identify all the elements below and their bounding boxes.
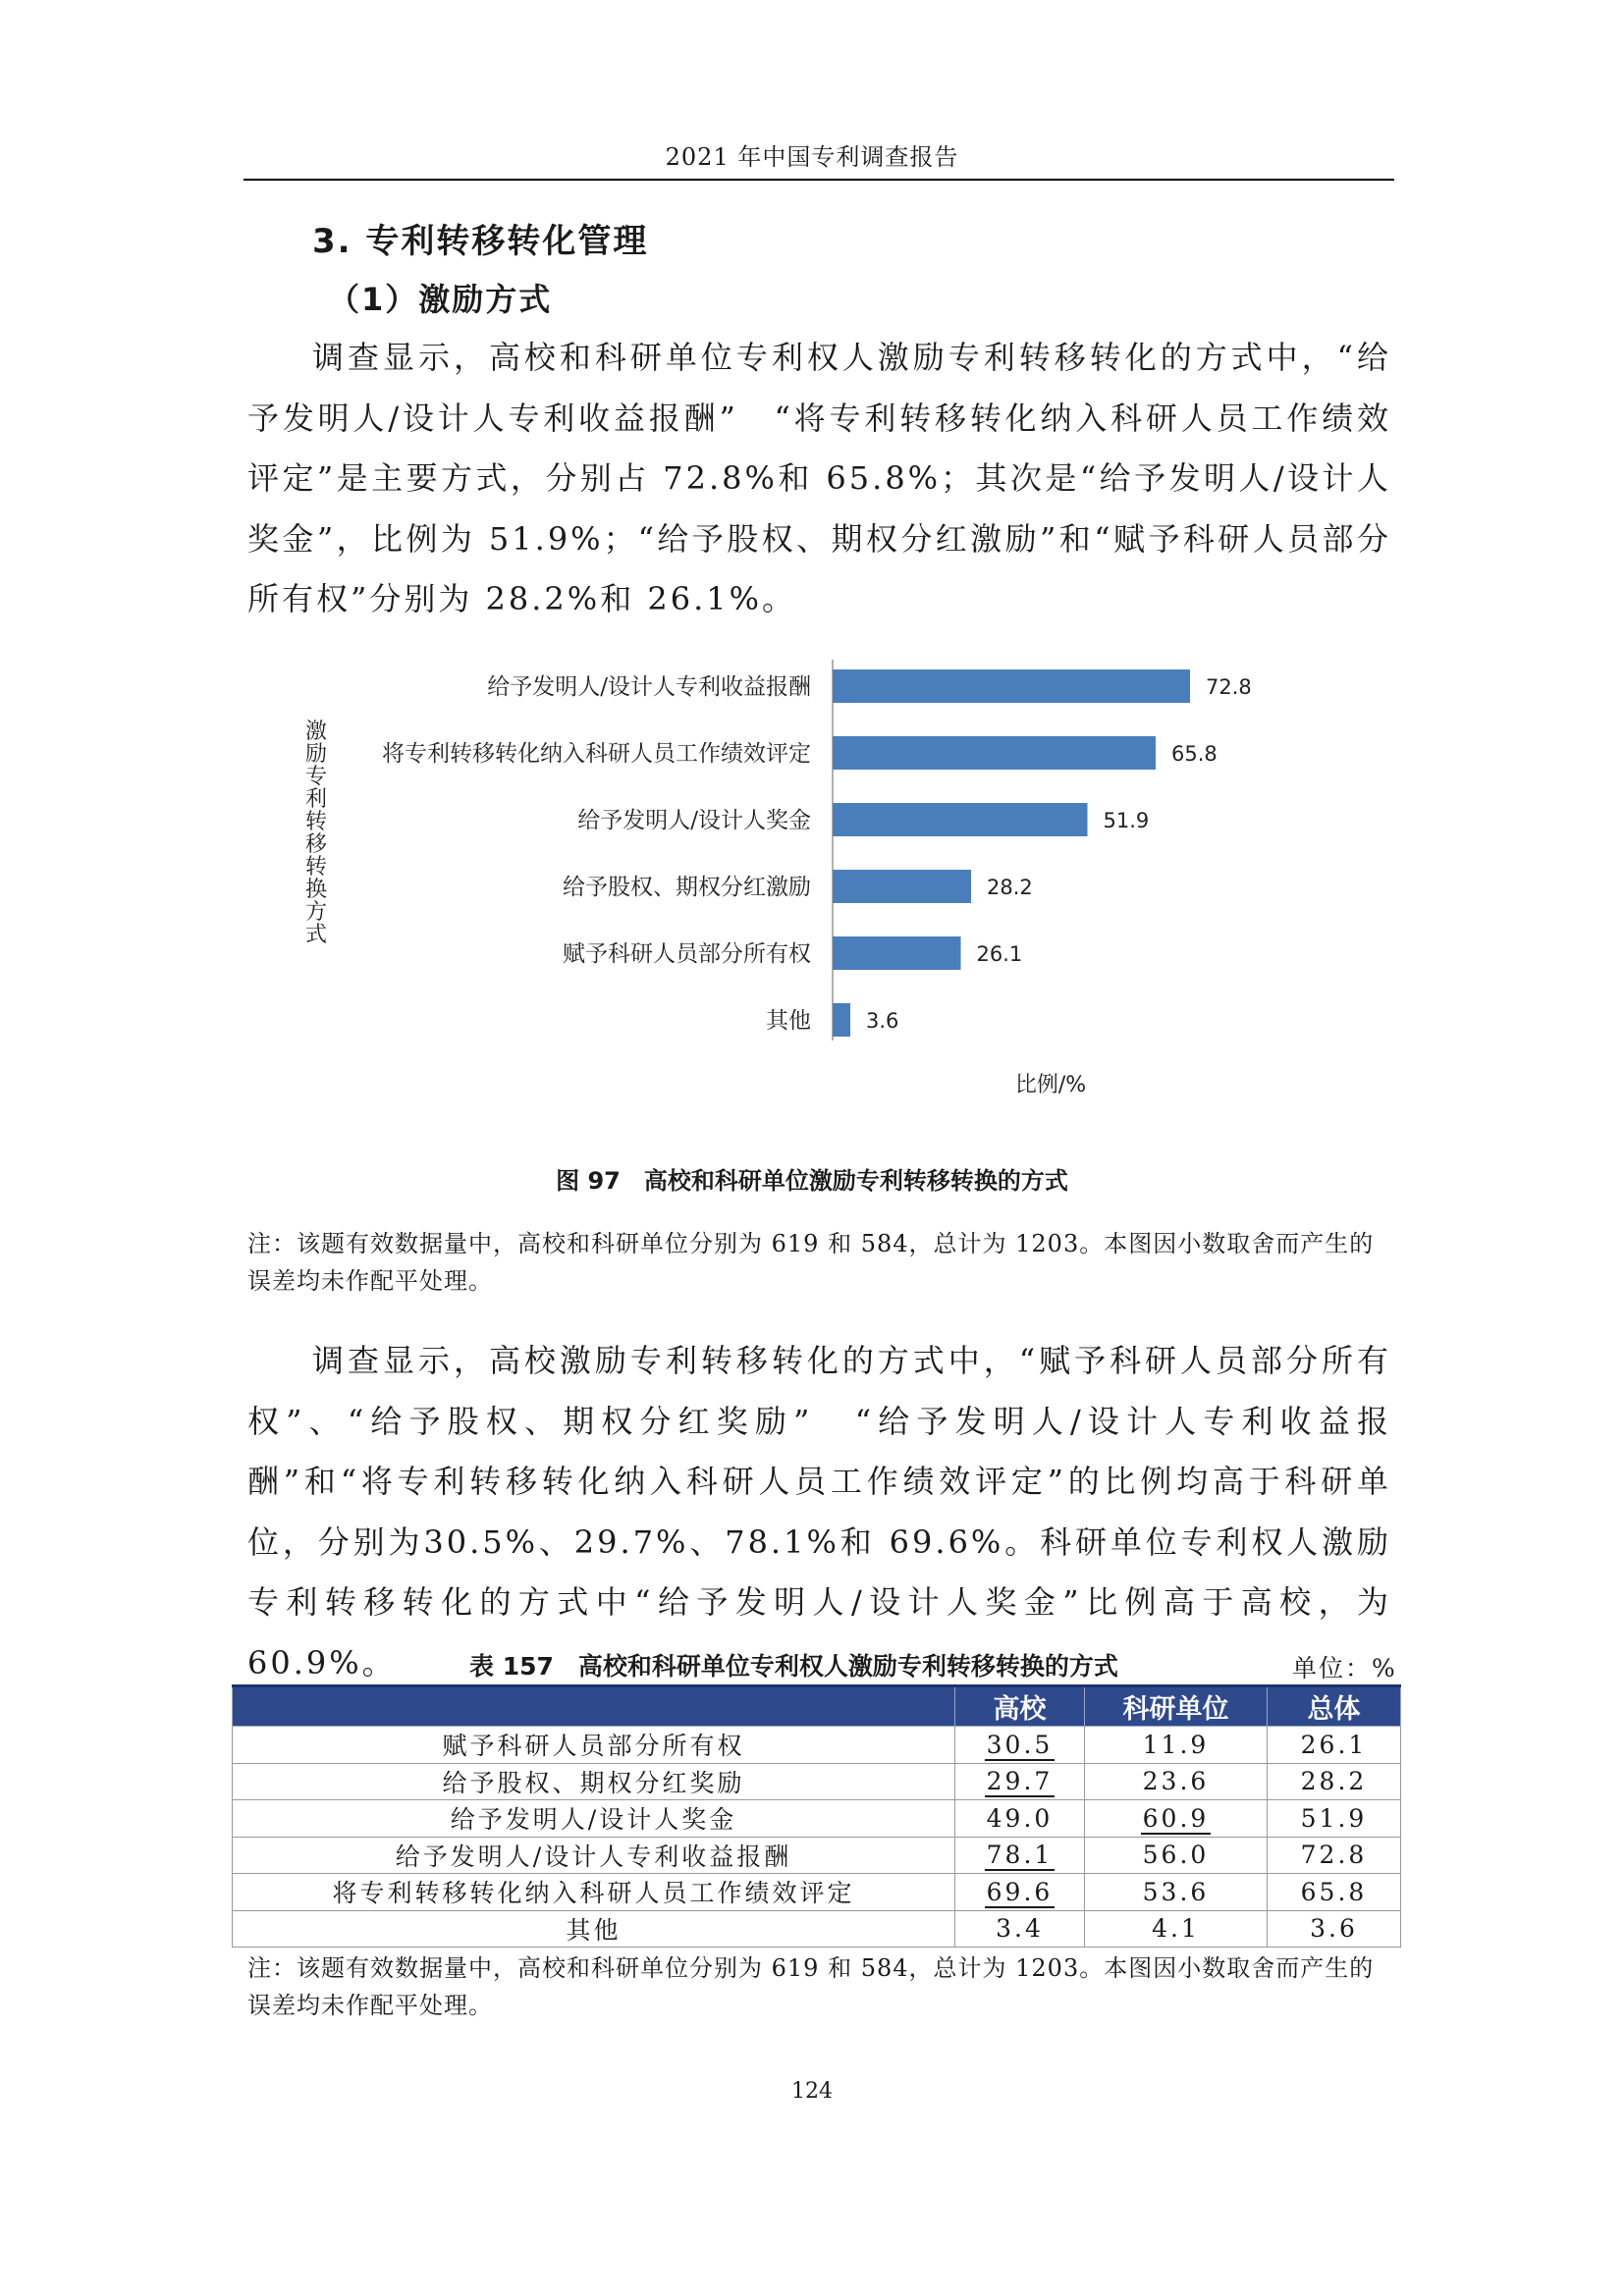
running-header: 2021 年中国专利调查报告 — [665, 143, 959, 171]
value-label: 72.8 — [1206, 675, 1252, 699]
figure-caption: 图 97 高校和科研单位激励专利转移转换的方式 — [556, 1167, 1068, 1195]
bar-chart — [295, 648, 1276, 1109]
table-cell-label: 给予股权、期权分红奖励 — [233, 1763, 955, 1800]
table-row — [233, 1800, 1401, 1838]
table-row — [233, 1837, 1401, 1874]
paragraph-1: 调查显示，高校和科研单位专利权人激励专利转移转化的方式中，“给予发明人/设计人专利收益报酬” “将专利转移转化纳入科研人员工作绩效评定”是主要方式，分别占 72.8%和 65.8%；其次是“给予发明人/设计人奖金”，比例为 51.9%；“给予股权、期权分红激励”和“赋予科研人员部分所有权”分别为 28.2%和 26.1%。 — [247, 339, 1391, 617]
table-cell: 4.1 — [1085, 1910, 1268, 1948]
table-cell: 72.8 — [1268, 1837, 1401, 1874]
table-cell: 60.9 — [1085, 1800, 1268, 1838]
y-axis-title: 激励专利转移转换方式 — [304, 720, 328, 947]
table-row — [233, 1910, 1401, 1948]
bar — [833, 936, 961, 970]
value-label: 65.8 — [1171, 742, 1218, 766]
table-cell: 56.0 — [1085, 1837, 1268, 1874]
value-label: 51.9 — [1103, 809, 1150, 832]
category-label: 将专利转移转化纳入科研人员工作绩效评定 — [382, 741, 811, 767]
table-cell: 65.8 — [1268, 1874, 1401, 1911]
table-cell-label: 赋予科研人员部分所有权 — [233, 1727, 955, 1764]
table-cell: 11.9 — [1085, 1727, 1268, 1764]
data-table — [232, 1684, 1401, 1948]
table-cell-label: 给予发明人/设计人专利收益报酬 — [233, 1837, 955, 1874]
category-label: 给予发明人/设计人奖金 — [577, 808, 811, 833]
table-unit: 单位：% — [1292, 1654, 1397, 1682]
category-label: 给予发明人/设计人专利收益报酬 — [487, 674, 811, 700]
bar — [833, 736, 1156, 770]
table-cell: 78.1 — [955, 1837, 1085, 1874]
table-cell: 3.6 — [1268, 1910, 1401, 1948]
bar — [833, 870, 971, 903]
table-note: 注：该题有效数据量中，高校和科研单位分别为 619 和 584，总计为 1203。本图因小数取舍而产生的误差均未作配平处理。 — [247, 1954, 1375, 2019]
table-cell-label: 给予发明人/设计人奖金 — [233, 1800, 955, 1838]
table-cell: 53.6 — [1085, 1874, 1268, 1911]
table-header-university: 高校 — [955, 1686, 1085, 1727]
table-row — [233, 1874, 1401, 1911]
table-cell: 30.5 — [955, 1727, 1085, 1764]
table-header-row — [233, 1686, 1401, 1727]
bar — [833, 669, 1190, 703]
section-heading: 3. 专利转移转化管理 — [312, 222, 649, 261]
table-cell: 23.6 — [1085, 1763, 1268, 1800]
paragraph-2: 调查显示，高校激励专利转移转化的方式中，“赋予科研人员部分所有权”、“给予股权、期权分红奖励” “给予发明人/设计人专利收益报酬”和“将专利转移转化纳入科研人员工作绩效评定”的比例均高于科研单位，分别为30.5%、29.7%、78.1%和 69.6%。科研单位专利权人激励专利转移转化的方式中“给予发明人/设计人奖金”比例高于高校，为 60.9%。 — [247, 1342, 1391, 1682]
table-cell: 51.9 — [1268, 1800, 1401, 1838]
x-axis-title: 比例/% — [1014, 1073, 1087, 1097]
table-cell: 3.4 — [955, 1910, 1085, 1948]
bar — [833, 803, 1088, 836]
value-label: 26.1 — [976, 942, 1023, 966]
subsection-heading: （1）激励方式 — [328, 281, 553, 318]
bar — [833, 1003, 850, 1037]
table-row — [233, 1763, 1401, 1800]
table-cell: 26.1 — [1268, 1727, 1401, 1764]
page-number: 124 — [791, 2079, 833, 2104]
value-label: 3.6 — [866, 1009, 899, 1033]
table-cell-label: 将专利转移转化纳入科研人员工作绩效评定 — [233, 1874, 955, 1911]
table-row — [233, 1727, 1401, 1764]
figure-note: 注：该题有效数据量中，高校和科研单位分别为 619 和 584，总计为 1203。本图因小数取舍而产生的误差均未作配平处理。 — [247, 1230, 1375, 1295]
table-cell: 28.2 — [1268, 1763, 1401, 1800]
value-label: 28.2 — [987, 876, 1033, 899]
category-label: 赋予科研人员部分所有权 — [563, 941, 811, 967]
table-cell: 69.6 — [955, 1874, 1085, 1911]
category-label: 其他 — [766, 1008, 811, 1034]
table-header-research-unit: 科研单位 — [1085, 1686, 1268, 1727]
table-caption: 表 157 高校和科研单位专利权人激励专利转移转换的方式 — [469, 1652, 1118, 1681]
header-rule — [244, 179, 1394, 181]
category-label: 给予股权、期权分红激励 — [563, 875, 811, 900]
table-cell: 29.7 — [955, 1763, 1085, 1800]
table-cell-label: 其他 — [233, 1910, 955, 1948]
table-header-blank — [233, 1686, 955, 1727]
table-cell: 49.0 — [955, 1800, 1085, 1838]
table-header-overall: 总体 — [1268, 1686, 1401, 1727]
